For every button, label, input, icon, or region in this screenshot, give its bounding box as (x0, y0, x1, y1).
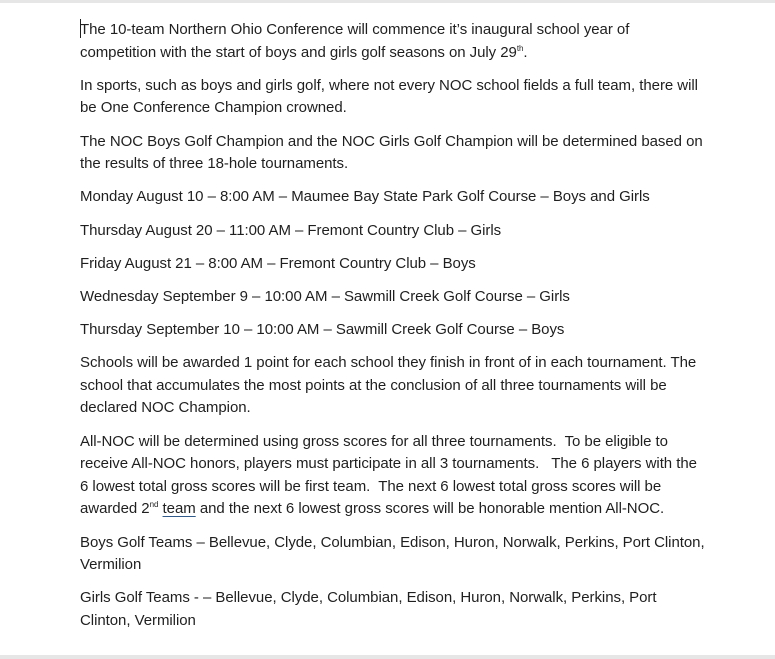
bottom-border (0, 655, 775, 659)
top-border (0, 0, 775, 3)
all-noc-paragraph (80, 431, 708, 521)
schedule-item: Thursday September 10 – 10:00 AM – Sawmill Creek Golf Course – Boys (80, 321, 565, 339)
schedule-item: Thursday August 20 – 11:00 AM – Fremont Country Club – Girls (80, 221, 502, 239)
schedule-item: Monday August 10 – 8:00 AM – Maumee Bay State Park Golf Course – Boys and Girls (80, 188, 650, 206)
date-suffix: th (516, 43, 524, 53)
all-noc-text: All-NOC will be determined using gross scores for all three tournaments. To be eligible to receive All-NOC honors, players must participate in all 3 tournaments. The 6 players with the 6 lowest total gross scores will be first team. The next 6 lowest total gross scores will be awarded 2 (80, 432, 697, 518)
all-noc-tail: and the next 6 lowest gross scores will be honorable mention All-NOC. (195, 500, 665, 518)
ordinal-suffix: nd (149, 500, 159, 510)
intro-text: The 10-team Northern Ohio Conference will commence it’s inaugural school year of competition with the start of boys and girls golf seasons on July 29 (80, 21, 630, 61)
team-link[interactable]: team (162, 500, 196, 518)
intro-period: . (523, 43, 528, 61)
tournament-paragraph: The NOC Boys Golf Champion and the NOC Girls Golf Champion will be determined based on the results of three 18-hole tournaments. (80, 132, 703, 173)
intro-paragraph (80, 19, 708, 64)
schedule-item: Wednesday September 9 – 10:00 AM – Sawmill Creek Golf Course – Girls (80, 287, 570, 305)
points-paragraph: Schools will be awarded 1 point for each school they finish in front of in each tournament. The school that accumulates the most points at the conclusion of all three tournaments will be declared NOC Champion. (80, 354, 697, 417)
champion-paragraph: In sports, such as boys and girls golf, where not every NOC school fields a full team, there will be One Conference Champion crowned. (80, 76, 698, 117)
schedule-item: Friday August 21 – 8:00 AM – Fremont Country Club – Boys (80, 254, 476, 272)
boys-teams-paragraph: Boys Golf Teams – Bellevue, Clyde, Columbian, Edison, Huron, Norwalk, Perkins, Port Clinton, Vermilion (80, 533, 705, 574)
document-body[interactable] (80, 19, 708, 643)
girls-teams-paragraph: Girls Golf Teams - – Bellevue, Clyde, Columbian, Edison, Huron, Norwalk, Perkins, Port Clinton, Vermilion (80, 589, 657, 629)
